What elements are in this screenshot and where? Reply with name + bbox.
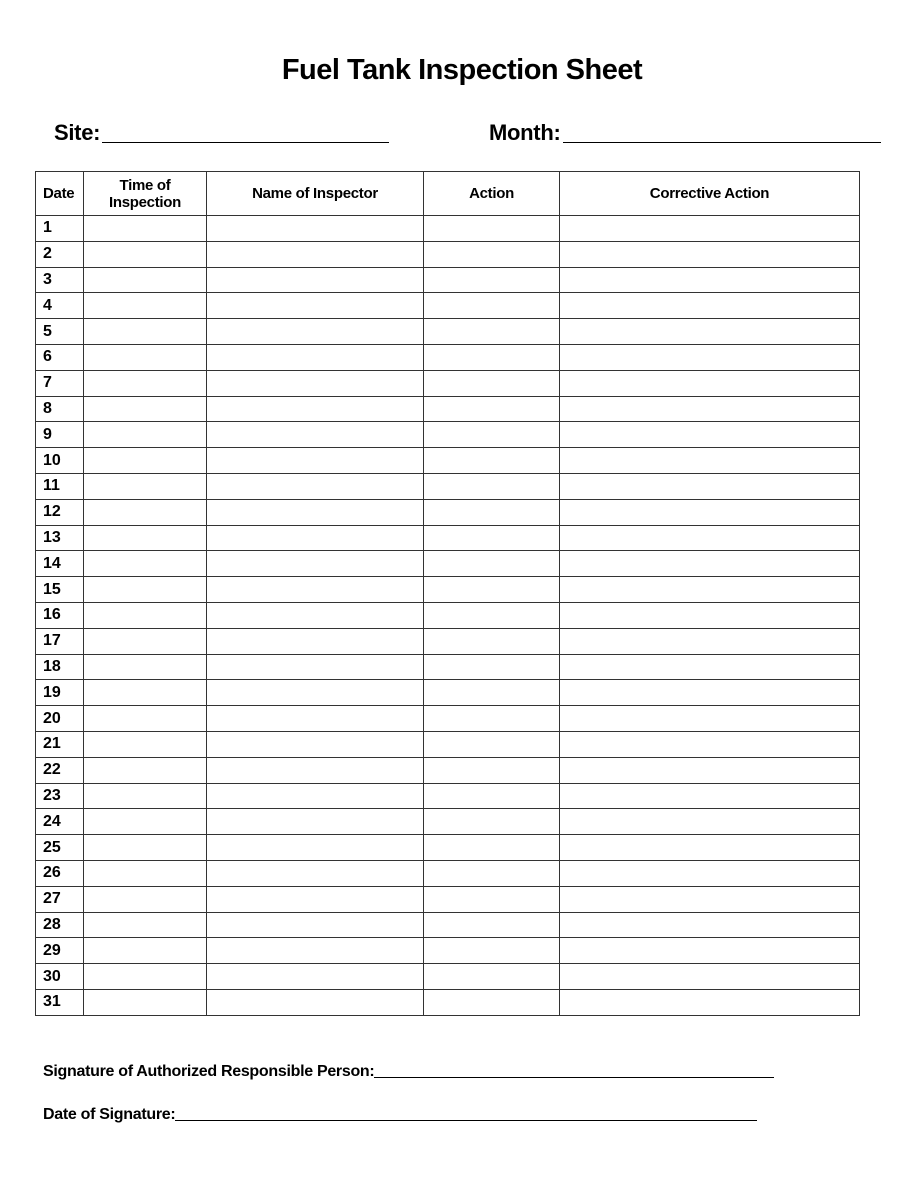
time-cell[interactable] xyxy=(84,860,207,886)
signature-date-field[interactable] xyxy=(43,1106,757,1124)
action-cell[interactable] xyxy=(424,654,560,680)
action-cell[interactable] xyxy=(424,267,560,293)
inspector-cell[interactable] xyxy=(207,783,424,809)
time-cell[interactable] xyxy=(84,422,207,448)
date-cell: 27 xyxy=(36,886,84,912)
date-cell: 3 xyxy=(36,267,84,293)
time-cell[interactable] xyxy=(84,499,207,525)
corrective-action-cell[interactable] xyxy=(560,448,860,474)
action-cell[interactable] xyxy=(424,628,560,654)
inspector-cell[interactable] xyxy=(207,602,424,628)
signature-input-line[interactable] xyxy=(374,1076,774,1078)
corrective-action-cell[interactable] xyxy=(560,241,860,267)
month-input-line[interactable] xyxy=(563,141,881,143)
inspector-cell[interactable] xyxy=(207,860,424,886)
corrective-action-cell[interactable] xyxy=(560,912,860,938)
action-cell[interactable] xyxy=(424,989,560,1015)
corrective-action-cell[interactable] xyxy=(560,886,860,912)
table-row xyxy=(36,602,860,628)
action-cell[interactable] xyxy=(424,809,560,835)
table-row xyxy=(36,835,860,861)
inspector-cell[interactable] xyxy=(207,551,424,577)
inspector-cell[interactable] xyxy=(207,370,424,396)
date-cell: 14 xyxy=(36,551,84,577)
corrective-action-cell[interactable] xyxy=(560,396,860,422)
table-row xyxy=(36,448,860,474)
inspector-cell[interactable] xyxy=(207,628,424,654)
date-cell: 28 xyxy=(36,912,84,938)
action-cell[interactable] xyxy=(424,370,560,396)
corrective-action-cell[interactable] xyxy=(560,989,860,1015)
time-cell[interactable] xyxy=(84,473,207,499)
table-row xyxy=(36,396,860,422)
signature-field[interactable] xyxy=(43,1063,774,1081)
table-row xyxy=(36,654,860,680)
corrective-action-cell[interactable] xyxy=(560,344,860,370)
date-cell: 26 xyxy=(36,860,84,886)
inspector-cell[interactable] xyxy=(207,706,424,732)
table-header-row xyxy=(36,172,860,216)
corrective-action-cell[interactable] xyxy=(560,370,860,396)
table-row xyxy=(36,938,860,964)
table-row xyxy=(36,551,860,577)
corrective-action-cell[interactable] xyxy=(560,422,860,448)
action-cell[interactable] xyxy=(424,319,560,345)
table-row xyxy=(36,964,860,990)
date-cell: 19 xyxy=(36,680,84,706)
signature-date-input-line[interactable] xyxy=(175,1119,757,1121)
time-cell[interactable] xyxy=(84,706,207,732)
inspector-cell[interactable] xyxy=(207,344,424,370)
table-row xyxy=(36,680,860,706)
action-cell[interactable] xyxy=(424,783,560,809)
date-cell: 16 xyxy=(36,602,84,628)
signature-label: Signature of Authorized Responsible Person: xyxy=(43,1063,375,1080)
date-cell: 13 xyxy=(36,525,84,551)
inspector-cell[interactable] xyxy=(207,293,424,319)
time-cell[interactable] xyxy=(84,216,207,242)
inspector-cell[interactable] xyxy=(207,989,424,1015)
date-cell: 6 xyxy=(36,344,84,370)
action-cell[interactable] xyxy=(424,448,560,474)
header-time-line2: Inspection xyxy=(108,193,181,211)
table-row xyxy=(36,989,860,1015)
action-cell[interactable] xyxy=(424,886,560,912)
corrective-action-cell[interactable] xyxy=(560,938,860,964)
date-cell: 8 xyxy=(36,396,84,422)
action-cell[interactable] xyxy=(424,422,560,448)
inspector-cell[interactable] xyxy=(207,577,424,603)
table-row xyxy=(36,757,860,783)
action-cell[interactable] xyxy=(424,551,560,577)
inspector-cell[interactable] xyxy=(207,216,424,242)
month-field[interactable] xyxy=(489,120,881,146)
time-cell[interactable] xyxy=(84,809,207,835)
corrective-action-cell[interactable] xyxy=(560,551,860,577)
time-cell[interactable] xyxy=(84,964,207,990)
site-label: Site: xyxy=(54,120,101,145)
inspector-cell[interactable] xyxy=(207,654,424,680)
action-cell[interactable] xyxy=(424,912,560,938)
inspector-cell[interactable] xyxy=(207,319,424,345)
time-cell[interactable] xyxy=(84,680,207,706)
time-cell[interactable] xyxy=(84,628,207,654)
time-cell[interactable] xyxy=(84,757,207,783)
inspector-cell[interactable] xyxy=(207,731,424,757)
date-cell: 2 xyxy=(36,241,84,267)
corrective-action-cell[interactable] xyxy=(560,860,860,886)
action-cell[interactable] xyxy=(424,731,560,757)
corrective-action-cell[interactable] xyxy=(560,783,860,809)
date-cell: 30 xyxy=(36,964,84,990)
table-row xyxy=(36,886,860,912)
table-row xyxy=(36,473,860,499)
inspector-cell[interactable] xyxy=(207,241,424,267)
corrective-action-cell[interactable] xyxy=(560,757,860,783)
corrective-action-cell[interactable] xyxy=(560,628,860,654)
table-row xyxy=(36,860,860,886)
corrective-action-cell[interactable] xyxy=(560,216,860,242)
time-cell[interactable] xyxy=(84,448,207,474)
time-cell[interactable] xyxy=(84,577,207,603)
time-cell[interactable] xyxy=(84,525,207,551)
inspector-cell[interactable] xyxy=(207,835,424,861)
inspector-cell[interactable] xyxy=(207,964,424,990)
table-row xyxy=(36,628,860,654)
action-cell[interactable] xyxy=(424,473,560,499)
corrective-action-cell[interactable] xyxy=(560,499,860,525)
header-date: Date xyxy=(36,172,84,216)
date-cell: 9 xyxy=(36,422,84,448)
corrective-action-cell[interactable] xyxy=(560,577,860,603)
corrective-action-cell[interactable] xyxy=(560,964,860,990)
action-cell[interactable] xyxy=(424,525,560,551)
date-cell: 21 xyxy=(36,731,84,757)
table-row xyxy=(36,319,860,345)
time-cell[interactable] xyxy=(84,731,207,757)
date-cell: 24 xyxy=(36,809,84,835)
table-row xyxy=(36,706,860,732)
action-cell[interactable] xyxy=(424,964,560,990)
header-time-line1: Time of xyxy=(119,176,171,194)
table-row xyxy=(36,912,860,938)
table-row xyxy=(36,499,860,525)
action-cell[interactable] xyxy=(424,835,560,861)
time-cell[interactable] xyxy=(84,241,207,267)
table-row xyxy=(36,809,860,835)
month-label: Month: xyxy=(489,120,561,145)
time-cell[interactable] xyxy=(84,602,207,628)
action-cell[interactable] xyxy=(424,602,560,628)
action-cell[interactable] xyxy=(424,938,560,964)
header-corrective-action: Corrective Action xyxy=(560,172,860,216)
date-cell: 12 xyxy=(36,499,84,525)
time-cell[interactable] xyxy=(84,293,207,319)
site-field[interactable] xyxy=(54,120,389,146)
date-cell: 1 xyxy=(36,216,84,242)
inspector-cell[interactable] xyxy=(207,680,424,706)
inspector-cell[interactable] xyxy=(207,422,424,448)
date-cell: 22 xyxy=(36,757,84,783)
date-cell: 29 xyxy=(36,938,84,964)
table-row xyxy=(36,216,860,242)
inspector-cell[interactable] xyxy=(207,757,424,783)
table-row xyxy=(36,731,860,757)
action-cell[interactable] xyxy=(424,860,560,886)
inspector-cell[interactable] xyxy=(207,809,424,835)
corrective-action-cell[interactable] xyxy=(560,680,860,706)
corrective-action-cell[interactable] xyxy=(560,293,860,319)
corrective-action-cell[interactable] xyxy=(560,731,860,757)
inspector-cell[interactable] xyxy=(207,499,424,525)
date-cell: 23 xyxy=(36,783,84,809)
action-cell[interactable] xyxy=(424,396,560,422)
inspector-cell[interactable] xyxy=(207,267,424,293)
inspector-cell[interactable] xyxy=(207,448,424,474)
corrective-action-cell[interactable] xyxy=(560,525,860,551)
inspector-cell[interactable] xyxy=(207,938,424,964)
table-row xyxy=(36,783,860,809)
site-input-line[interactable] xyxy=(102,141,389,143)
date-cell: 18 xyxy=(36,654,84,680)
table-row xyxy=(36,370,860,396)
header-name-of-inspector: Name of Inspector xyxy=(207,172,424,216)
action-cell[interactable] xyxy=(424,499,560,525)
time-cell[interactable] xyxy=(84,319,207,345)
corrective-action-cell[interactable] xyxy=(560,835,860,861)
inspector-cell[interactable] xyxy=(207,473,424,499)
table-row xyxy=(36,344,860,370)
date-cell: 15 xyxy=(36,577,84,603)
date-cell: 4 xyxy=(36,293,84,319)
inspector-cell[interactable] xyxy=(207,912,424,938)
date-cell: 10 xyxy=(36,448,84,474)
date-cell: 7 xyxy=(36,370,84,396)
header-action: Action xyxy=(424,172,560,216)
action-cell[interactable] xyxy=(424,241,560,267)
inspector-cell[interactable] xyxy=(207,886,424,912)
action-cell[interactable] xyxy=(424,706,560,732)
corrective-action-cell[interactable] xyxy=(560,319,860,345)
time-cell[interactable] xyxy=(84,886,207,912)
table-row xyxy=(36,422,860,448)
date-cell: 17 xyxy=(36,628,84,654)
time-cell[interactable] xyxy=(84,783,207,809)
table-row xyxy=(36,241,860,267)
date-cell: 25 xyxy=(36,835,84,861)
table-row xyxy=(36,577,860,603)
time-cell[interactable] xyxy=(84,654,207,680)
corrective-action-cell[interactable] xyxy=(560,706,860,732)
corrective-action-cell[interactable] xyxy=(560,602,860,628)
signature-date-label: Date of Signature: xyxy=(43,1106,176,1123)
corrective-action-cell[interactable] xyxy=(560,809,860,835)
action-cell[interactable] xyxy=(424,344,560,370)
time-cell[interactable] xyxy=(84,989,207,1015)
date-cell: 31 xyxy=(36,989,84,1015)
inspector-cell[interactable] xyxy=(207,525,424,551)
corrective-action-cell[interactable] xyxy=(560,267,860,293)
corrective-action-cell[interactable] xyxy=(560,654,860,680)
time-cell[interactable] xyxy=(84,267,207,293)
time-cell[interactable] xyxy=(84,938,207,964)
table-row xyxy=(36,267,860,293)
time-cell[interactable] xyxy=(84,396,207,422)
time-cell[interactable] xyxy=(84,344,207,370)
time-cell[interactable] xyxy=(84,835,207,861)
page-title: Fuel Tank Inspection Sheet xyxy=(281,54,643,86)
table-row xyxy=(36,525,860,551)
action-cell[interactable] xyxy=(424,757,560,783)
header-time-of-inspection xyxy=(84,172,207,216)
table-row xyxy=(36,293,860,319)
time-cell[interactable] xyxy=(84,551,207,577)
date-cell: 5 xyxy=(36,319,84,345)
action-cell[interactable] xyxy=(424,680,560,706)
time-cell[interactable] xyxy=(84,912,207,938)
time-cell[interactable] xyxy=(84,370,207,396)
corrective-action-cell[interactable] xyxy=(560,473,860,499)
action-cell[interactable] xyxy=(424,577,560,603)
date-cell: 20 xyxy=(36,706,84,732)
inspector-cell[interactable] xyxy=(207,396,424,422)
inspection-log-table xyxy=(35,171,860,1016)
date-cell: 11 xyxy=(36,473,84,499)
action-cell[interactable] xyxy=(424,216,560,242)
action-cell[interactable] xyxy=(424,293,560,319)
